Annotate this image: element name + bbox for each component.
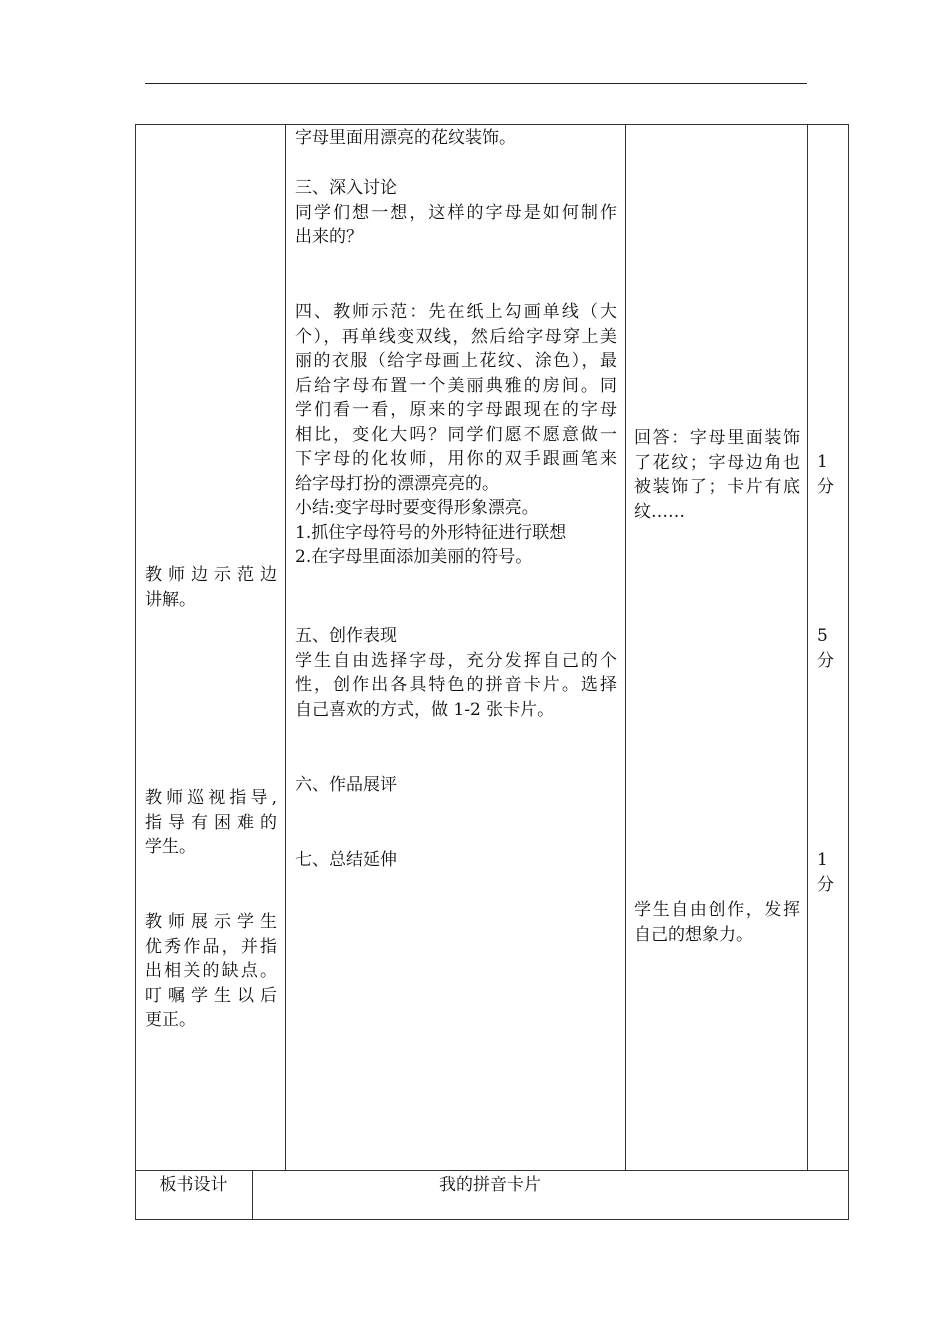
teacher-note-line: 讲解。 [145, 589, 196, 610]
time-1 [817, 450, 845, 499]
teacher-note-line: 优秀作品，并指 [145, 936, 277, 957]
content-line: 丽的衣服（给字母画上花纹、涂色），最 [295, 351, 617, 371]
section-5 [295, 624, 617, 722]
content-line: 个），再单线变双线，然后给字母穿上美 [295, 326, 617, 347]
teacher-note-line: 更正。 [145, 1010, 196, 1030]
summary-line: 2.在字母里面添加美丽的符号。 [295, 547, 533, 567]
column-divider-2 [625, 124, 626, 1171]
content-line: 性，创作出各具特色的拼音卡片。选择 [295, 675, 617, 695]
time-value: 5 [817, 626, 828, 646]
content-line: 相比，变化大吗？同学们愿不愿意做一 [295, 424, 617, 445]
content-line: 学生自由选择字母，充分发挥自己的个 [295, 650, 617, 671]
content-line: 后给字母布置一个美丽典雅的房间。同 [295, 375, 617, 396]
section-title: 三、深入讨论 [295, 178, 397, 198]
student-line: 回答：字母里面装饰 [634, 428, 800, 448]
header-rule [145, 83, 807, 84]
student-line: 被装饰了；卡片有底 [634, 477, 800, 497]
student-create [634, 898, 800, 947]
teacher-note-line: 学生。 [145, 837, 196, 857]
teacher-note-line: 出相关的缺点。 [145, 961, 277, 981]
board-design-content: 我的拼音卡片 [439, 1175, 541, 1195]
teacher-showcase-note [145, 910, 277, 1033]
board-design-label: 板书设计 [159, 1175, 228, 1195]
section-3 [295, 176, 617, 250]
teacher-guide-note [145, 786, 277, 860]
content-line: 四、教师示范：先在纸上勾画单线（大 [295, 302, 617, 322]
student-line: 学生自由创作，发挥 [634, 900, 800, 920]
student-answer [634, 426, 800, 524]
section-6 [295, 773, 617, 798]
teacher-note-line: 指导有困难的 [145, 812, 277, 833]
section-title: 六、作品展评 [295, 775, 397, 795]
student-line: 纹…… [634, 501, 685, 522]
teacher-note-line: 教师边示范边 [145, 565, 277, 585]
content-line: 出来的？ [295, 227, 363, 247]
time-2 [817, 624, 845, 673]
time-unit: 分 [817, 874, 834, 895]
student-line: 了花纹；字母边角也 [634, 452, 800, 473]
teacher-note-line: 教师巡视指导, [145, 788, 277, 808]
summary-line: 1.抓住字母符号的外形特征进行联想 [295, 522, 567, 543]
content-line: 字母里面用漂亮的花纹装饰。 [295, 128, 516, 148]
content-line: 同学们想一想，这样的字母是如何制作 [295, 202, 617, 223]
student-line: 自己的想象力。 [634, 924, 753, 945]
time-3 [817, 848, 845, 897]
column-divider-3 [807, 124, 808, 1171]
section-7 [295, 848, 617, 873]
content-line: 学们看一看，原来的字母跟现在的字母 [295, 400, 617, 420]
teacher-note-line: 叮嘱学生以后 [145, 985, 277, 1006]
time-value: 1 [817, 850, 828, 870]
teacher-note-line: 教师展示学生 [145, 912, 277, 932]
time-unit: 分 [817, 650, 834, 671]
section-title: 七、总结延伸 [295, 850, 397, 870]
column-divider-1 [285, 124, 286, 1171]
section-title: 五、创作表现 [295, 626, 397, 646]
time-unit: 分 [817, 476, 834, 497]
summary-line: 小结:变字母时要变得形象漂亮。 [295, 498, 539, 518]
board-row-divider [135, 1170, 849, 1171]
teacher-demo-note [145, 563, 277, 612]
section-4 [295, 300, 617, 570]
time-value: 1 [817, 452, 828, 472]
content-line: 自己喜欢的方式，做 1-2 张卡片。 [295, 699, 555, 720]
intro-text [295, 126, 617, 151]
content-line: 给字母打扮的漂漂亮亮的。 [295, 473, 499, 494]
content-line: 下字母的化妆师，用你的双手跟画笔来 [295, 449, 617, 469]
